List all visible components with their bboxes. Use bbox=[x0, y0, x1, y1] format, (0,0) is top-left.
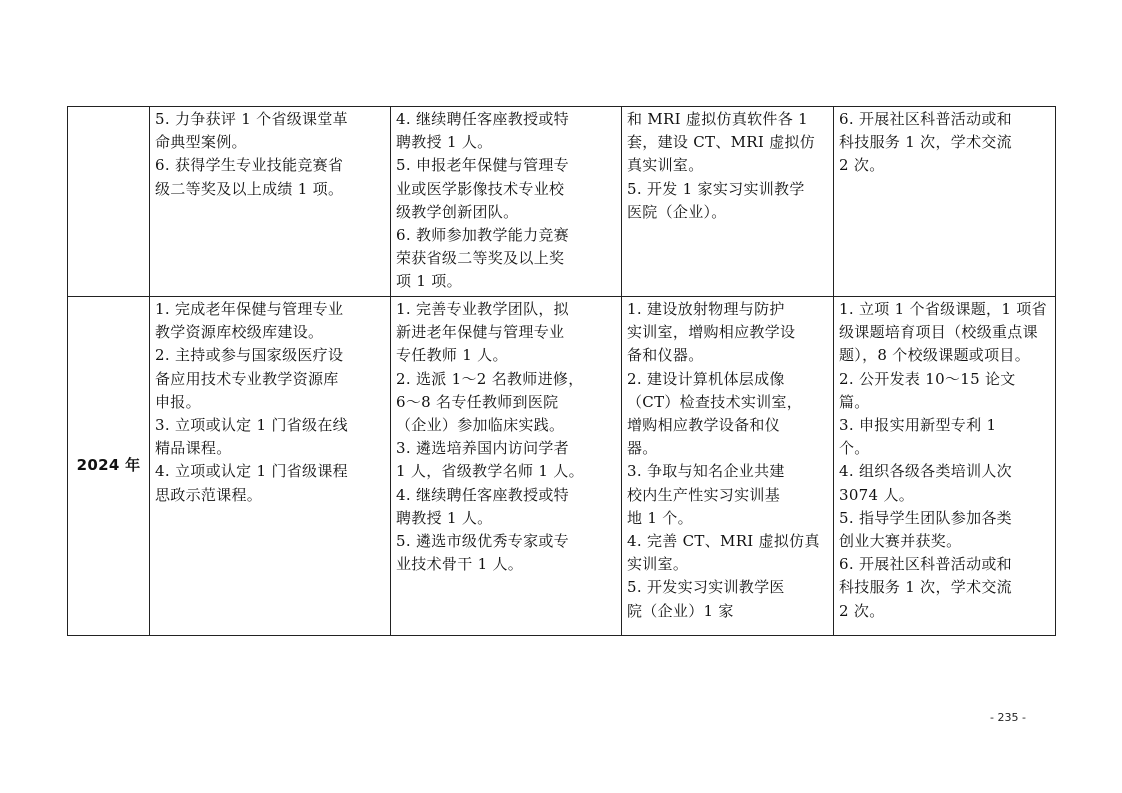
year-cell: 2024 年 bbox=[68, 297, 150, 636]
cell-text-line: 2. 主持或参与国家级医疗设 bbox=[155, 346, 344, 365]
cell-text-line: 级教学创新团队。 bbox=[396, 202, 519, 221]
cell-text-line: 精品课程。 bbox=[155, 439, 232, 458]
cell-text-line: 教学资源库校级库建设。 bbox=[155, 323, 324, 342]
cell-text-line: 备和仪器。 bbox=[627, 346, 704, 365]
table-cell bbox=[622, 107, 834, 297]
cell-text-line: 器。 bbox=[627, 439, 658, 458]
cell-text-line: 命典型案例。 bbox=[155, 133, 247, 152]
cell-text-line: 申报。 bbox=[155, 392, 201, 411]
cell-text-line: 聘教授 1 人。 bbox=[396, 508, 493, 527]
cell-text-line: 6～8 名专任教师到医院 bbox=[396, 392, 559, 411]
plan-table bbox=[67, 106, 1056, 636]
cell-text-line: 5. 指导学生团队参加各类 bbox=[839, 508, 1012, 527]
cell-text-line: 创业大赛并获奖。 bbox=[839, 532, 962, 551]
cell-text-line: 6. 教师参加教学能力竞赛 bbox=[396, 226, 569, 245]
cell-text-line: 级课题培育项目（校级重点课 bbox=[839, 323, 1038, 342]
cell-text-line: 1. 完成老年保健与管理专业 bbox=[155, 300, 344, 318]
cell-text-line: 2 次。 bbox=[839, 601, 885, 620]
cell-text-line: 5. 遴选市级优秀专家或专 bbox=[396, 532, 569, 551]
cell-text-line: 级二等奖及以上成绩 1 项。 bbox=[155, 179, 344, 198]
cell-text-line: 2. 公开发表 10～15 论文 bbox=[839, 369, 1016, 388]
cell-text-line: 2. 选派 1～2 名教师进修， bbox=[396, 369, 584, 388]
cell-text-line: （CT）检查技术实训室， bbox=[627, 392, 803, 411]
cell-text-line: 2 次。 bbox=[839, 156, 885, 175]
cell-text-line: 1. 立项 1 个省级课题，1 项省 bbox=[839, 300, 1047, 318]
cell-text-line: 3074 人。 bbox=[839, 485, 915, 504]
table-cell bbox=[622, 297, 834, 636]
cell-text-line: 荣获省级二等奖及以上奖 bbox=[396, 249, 565, 268]
cell-text-line: 科技服务 1 次，学术交流 bbox=[839, 578, 1012, 597]
table-cell bbox=[391, 107, 622, 297]
cell-text-line: 3. 遴选培养国内访问学者 bbox=[396, 439, 569, 458]
cell-text-line: 项 1 项。 bbox=[396, 272, 462, 291]
cell-text-line: 业技术骨干 1 人。 bbox=[396, 555, 524, 574]
cell-text-line: 备应用技术专业教学资源库 bbox=[155, 369, 339, 388]
table-cell bbox=[834, 107, 1056, 297]
cell-text-line: 新进老年保健与管理专业 bbox=[396, 323, 565, 342]
cell-text-line: 篇。 bbox=[839, 392, 870, 411]
table-cell bbox=[150, 297, 391, 636]
cell-text-line: 1. 完善专业教学团队，拟 bbox=[396, 300, 569, 318]
cell-text-line: 6. 获得学生专业技能竞赛省 bbox=[155, 156, 344, 175]
cell-text-line: 个。 bbox=[839, 439, 870, 458]
table-cell bbox=[150, 107, 391, 297]
cell-text-line: 5. 申报老年保健与管理专 bbox=[396, 156, 569, 175]
cell-text-line: 真实训室。 bbox=[627, 156, 704, 175]
cell-text-line: 4. 完善 CT、MRI 虚拟仿真 bbox=[627, 532, 820, 551]
cell-text-line: 增购相应教学设备和仪 bbox=[627, 416, 781, 435]
cell-text-line: 校内生产性实习实训基 bbox=[627, 485, 781, 504]
cell-text-line: 5. 力争获评 1 个省级课堂革 bbox=[155, 110, 348, 128]
cell-text-line: 5. 开发实习实训教学医 bbox=[627, 578, 785, 597]
cell-text-line: 和 MRI 虚拟仿真软件各 1 bbox=[627, 110, 808, 128]
year-cell bbox=[68, 107, 150, 297]
cell-text-line: 2. 建设计算机体层成像 bbox=[627, 369, 785, 388]
cell-text-line: 4. 继续聘任客座教授或特 bbox=[396, 110, 569, 128]
cell-text-line: 3. 申报实用新型专利 1 bbox=[839, 416, 997, 435]
cell-text-line: 思政示范课程。 bbox=[155, 485, 263, 504]
cell-text-line: 3. 立项或认定 1 门省级在线 bbox=[155, 416, 348, 435]
cell-text-line: （企业）参加临床实践。 bbox=[396, 416, 565, 435]
cell-text-line: 1 人，省级教学名师 1 人。 bbox=[396, 462, 584, 481]
cell-text-line: 4. 继续聘任客座教授或特 bbox=[396, 485, 569, 504]
cell-text-line: 科技服务 1 次，学术交流 bbox=[839, 133, 1012, 152]
cell-text-line: 4. 立项或认定 1 门省级课程 bbox=[155, 462, 348, 481]
cell-text-line: 6. 开展社区科普活动或和 bbox=[839, 555, 1012, 574]
cell-text-line: 聘教授 1 人。 bbox=[396, 133, 493, 152]
table-row bbox=[68, 107, 1056, 297]
table-cell bbox=[391, 297, 622, 636]
cell-text-line: 1. 建设放射物理与防护 bbox=[627, 300, 785, 318]
cell-text-line: 地 1 个。 bbox=[627, 508, 693, 527]
cell-text-line: 院（企业）1 家 bbox=[627, 601, 734, 620]
cell-text-line: 医院（企业）。 bbox=[627, 202, 727, 221]
cell-text-line: 套，建设 CT、MRI 虚拟仿 bbox=[627, 133, 816, 152]
table-row bbox=[68, 297, 1056, 636]
cell-text-line: 实训室。 bbox=[627, 555, 689, 574]
cell-text-line: 实训室，增购相应教学设 bbox=[627, 323, 796, 342]
cell-text-line: 4. 组织各级各类培训人次 bbox=[839, 462, 1012, 481]
cell-text-line: 业或医学影像技术专业校 bbox=[396, 179, 565, 198]
page-number: - 235 - bbox=[990, 711, 1026, 724]
cell-text-line: 3. 争取与知名企业共建 bbox=[627, 462, 785, 481]
cell-text-line: 6. 开展社区科普活动或和 bbox=[839, 110, 1012, 128]
cell-text-line: 专任教师 1 人。 bbox=[396, 346, 508, 365]
cell-text-line: 题），8 个校级课题或项目。 bbox=[839, 346, 1031, 365]
table-cell bbox=[834, 297, 1056, 636]
cell-text-line: 5. 开发 1 家实习实训教学 bbox=[627, 179, 805, 198]
